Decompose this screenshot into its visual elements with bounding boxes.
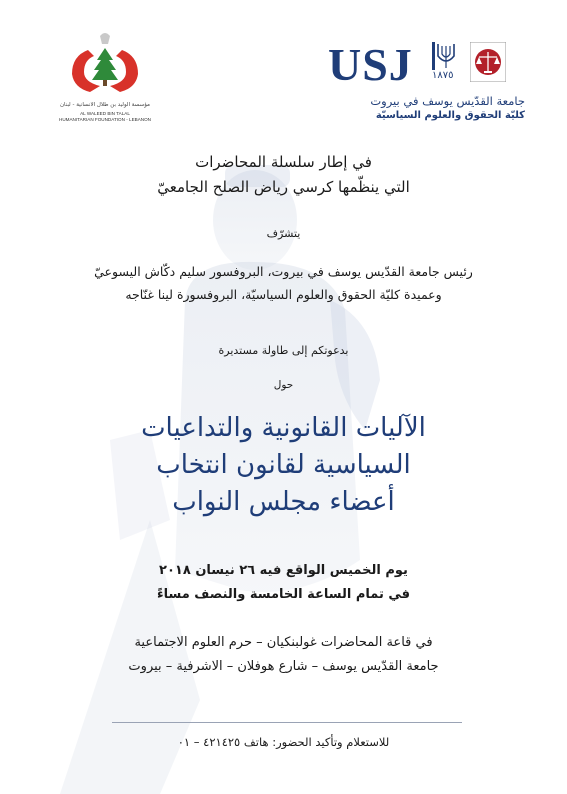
invitation-text: بدعوتكم إلى طاولة مستديرة xyxy=(218,344,349,357)
contact-info: للاستعلام وتأكيد الحضور: هاتف ٤٢١٤٢٥ – ٠١ xyxy=(177,735,390,749)
usj-year: ١٨٧٥ xyxy=(432,70,454,81)
usj-logo xyxy=(328,38,528,128)
usj-wordmark: USJ xyxy=(328,39,413,90)
foundation-logo xyxy=(50,30,160,130)
event-title-line-3: أعضاء مجلس النواب xyxy=(172,487,395,517)
foundation-name-en: AL WALEED BIN TALAL xyxy=(80,111,130,116)
hands-icon xyxy=(50,30,160,100)
intro-line-1: في إطار سلسلة المحاضرات xyxy=(195,153,372,171)
venue-line-1: في قاعة المحاضرات غولبنكيان – حرم العلوم الاجتماعية xyxy=(134,635,433,650)
cedar-icon xyxy=(92,48,118,86)
faculty-name: كليّة الحقوق والعلوم السياسيّة xyxy=(375,110,525,121)
honor-text: يتشرّف xyxy=(266,227,301,240)
event-time: في تمام الساعة الخامسة والنصف مساءً xyxy=(156,587,411,602)
intro-line-2: التي ينظّمها كرسي رياض الصلح الجامعيّ xyxy=(157,178,410,196)
venue-line-2: جامعة القدّيس يوسف – شارع هوفلان – الاشرفية – بيروت xyxy=(128,659,439,674)
foundation-name-ar: مؤسسة الوليد بن طلال الانسانية - لبنان xyxy=(60,102,150,108)
divider xyxy=(112,722,462,723)
hosts-line-2: وعميدة كليّة الحقوق والعلوم السياسيّة، البروفسورة لينا غنّاجه xyxy=(125,287,442,302)
event-title-line-2: السياسية لقانون انتخاب xyxy=(156,450,411,480)
usj-name: جامعة القدّيس يوسف في بيروت xyxy=(370,94,525,108)
scales-of-justice-icon xyxy=(470,42,506,82)
usj-emblem-icon xyxy=(432,42,460,70)
event-title-line-1: الآليات القانونية والتداعيات xyxy=(141,413,426,443)
hosts-line-1: رئيس جامعة القدّيس يوسف في بيروت، البروفسور سليم دكّاش اليسوعيّ xyxy=(94,264,473,279)
foundation-name-en-sub: HUMANITARIAN FOUNDATION - LEBANON xyxy=(59,117,151,122)
event-date: يوم الخميس الواقع فيه ٢٦ نيسان ٢٠١٨ xyxy=(159,563,408,578)
about-text: حول xyxy=(273,379,294,391)
